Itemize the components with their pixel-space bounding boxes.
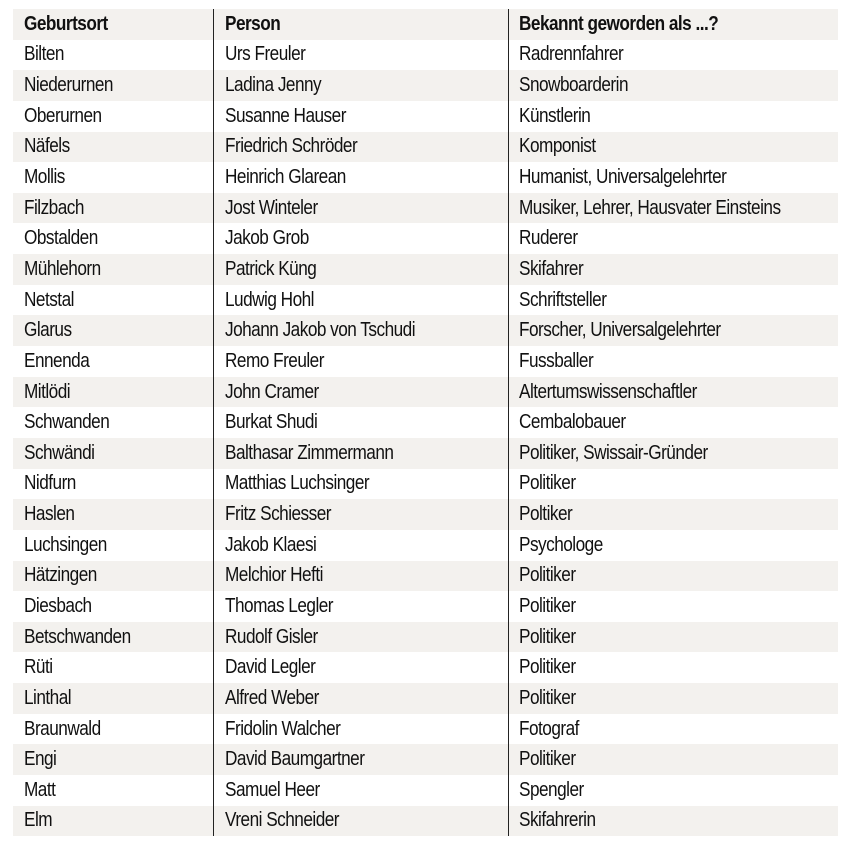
cell-geburtsort [13,652,213,683]
cell-bekannt [508,744,838,775]
cell-bekannt [508,254,838,285]
cell-text: Politiker, Swissair-Gründer [519,441,708,464]
cell-text: Elm [24,809,53,832]
cell-text: Psychologe [519,533,603,556]
cell-text: Ludwig Hohl [225,288,314,311]
cell-bekannt [508,40,838,71]
cell-geburtsort [13,40,213,71]
table-row [13,346,838,377]
cell-text: Patrick Küng [225,257,317,280]
cell-text: Niederurnen [24,74,113,97]
cell-geburtsort [13,683,213,714]
cell-text: Poltiker [519,503,573,526]
cell-bekannt [508,806,838,837]
cell-text: Spengler [519,778,584,801]
table-row [13,714,838,745]
cell-text: Forscher, Universalgelehrter [519,319,721,342]
cell-person [213,806,508,837]
cell-text: Politiker [519,625,576,648]
table-row [13,438,838,469]
cell-bekannt [508,683,838,714]
cell-geburtsort [13,377,213,408]
cell-text: Politiker [519,472,576,495]
cell-text: Schriftsteller [519,288,607,311]
cell-person [213,70,508,101]
cell-text: Johann Jakob von Tschudi [225,319,416,342]
cell-text: Obstalden [24,227,98,250]
cell-geburtsort [13,561,213,592]
cell-text: Mitlödi [24,380,71,403]
table-row [13,285,838,316]
cell-bekannt [508,162,838,193]
cell-bekannt [508,775,838,806]
table-row [13,622,838,653]
header-label: Person [225,12,281,35]
header-geburtsort [13,9,213,40]
cell-text: Susanne Hauser [225,104,346,127]
table-row [13,315,838,346]
cell-person [213,407,508,438]
cell-text: Skifahrerin [519,809,596,832]
cell-person [213,132,508,163]
cell-person [213,377,508,408]
cell-geburtsort [13,622,213,653]
cell-geburtsort [13,775,213,806]
cell-bekannt [508,377,838,408]
table-row [13,806,838,837]
table-row [13,775,838,806]
cell-geburtsort [13,499,213,530]
cell-geburtsort [13,162,213,193]
table-row [13,407,838,438]
cell-text: Urs Freuler [225,43,306,66]
cell-text: Mollis [24,166,65,189]
cell-text: Cembalobauer [519,411,626,434]
cell-bekannt [508,193,838,224]
cell-geburtsort [13,70,213,101]
table-row [13,469,838,500]
cell-text: Politiker [519,686,576,709]
cell-person [213,40,508,71]
header-label: Bekannt geworden als ...? [519,12,719,35]
cell-text: David Legler [225,656,316,679]
cell-text: Matthias Luchsinger [225,472,370,495]
cell-text: Ladina Jenny [225,74,322,97]
cell-text: Mühlehorn [24,257,101,280]
cell-text: Radrennfahrer [519,43,624,66]
cell-text: Matt [24,778,56,801]
cell-geburtsort [13,469,213,500]
cell-bekannt [508,561,838,592]
table-row [13,193,838,224]
cell-bekannt [508,315,838,346]
cell-text: Samuel Heer [225,778,320,801]
cell-text: Braunwald [24,717,101,740]
header-label: Geburtsort [24,12,108,35]
cell-text: Fussballer [519,349,594,372]
cell-person [213,162,508,193]
cell-text: Musiker, Lehrer, Hausvater Einsteins [519,196,781,219]
cell-text: Politiker [519,594,576,617]
cell-bekannt [508,223,838,254]
cell-text: Balthasar Zimmermann [225,441,394,464]
cell-text: Künstlerin [519,104,591,127]
cell-geburtsort [13,254,213,285]
table-body [13,40,838,837]
cell-geburtsort [13,591,213,622]
table-row [13,254,838,285]
cell-person [213,101,508,132]
cell-text: Rüti [24,656,53,679]
cell-bekannt [508,285,838,316]
cell-person [213,775,508,806]
cell-text: Engi [24,748,57,771]
cell-geburtsort [13,806,213,837]
cell-text: Schwanden [24,411,110,434]
cell-bekannt [508,132,838,163]
cell-bekannt [508,407,838,438]
cell-text: Heinrich Glarean [225,166,346,189]
table-row [13,101,838,132]
cell-person [213,346,508,377]
cell-person [213,591,508,622]
cell-text: Filzbach [24,196,84,219]
cell-bekannt [508,714,838,745]
cell-bekannt [508,438,838,469]
cell-bekannt [508,622,838,653]
cell-person [213,499,508,530]
table-row [13,70,838,101]
cell-person [213,561,508,592]
cell-geburtsort [13,315,213,346]
cell-geburtsort [13,744,213,775]
cell-text: Skifahrer [519,257,584,280]
cell-text: Netstal [24,288,74,311]
cell-text: Fritz Schiesser [225,503,331,526]
cell-text: Politiker [519,748,576,771]
birthplace-table [13,9,838,836]
cell-bekannt [508,346,838,377]
cell-geburtsort [13,193,213,224]
cell-text: Politiker [519,564,576,587]
cell-geburtsort [13,530,213,561]
cell-text: Glarus [24,319,72,342]
cell-person [213,438,508,469]
cell-text: Ennenda [24,349,90,372]
cell-person [213,652,508,683]
cell-text: Ruderer [519,227,578,250]
cell-person [213,683,508,714]
cell-text: Luchsingen [24,533,107,556]
table-row [13,561,838,592]
cell-geburtsort [13,285,213,316]
cell-text: Jost Winteler [225,196,318,219]
cell-text: Thomas Legler [225,594,334,617]
cell-bekannt [508,101,838,132]
header-person [213,9,508,40]
table-row [13,377,838,408]
table-row [13,40,838,71]
cell-person [213,714,508,745]
cell-bekannt [508,652,838,683]
cell-text: Haslen [24,503,75,526]
cell-bekannt [508,499,838,530]
cell-text: Schwändi [24,441,95,464]
cell-text: Remo Freuler [225,349,324,372]
cell-person [213,530,508,561]
cell-bekannt [508,591,838,622]
cell-text: Rudolf Gisler [225,625,318,648]
cell-geburtsort [13,346,213,377]
cell-person [213,744,508,775]
cell-text: Fridolin Walcher [225,717,341,740]
cell-text: Bilten [24,43,64,66]
cell-text: Betschwanden [24,625,131,648]
cell-text: Vreni Schneider [225,809,340,832]
table-row [13,162,838,193]
cell-text: Fotograf [519,717,579,740]
header-bekannt [508,9,838,40]
cell-text: John Cramer [225,380,319,403]
cell-geburtsort [13,407,213,438]
table-row [13,223,838,254]
cell-text: Politiker [519,656,576,679]
table-row [13,591,838,622]
cell-text: Hätzingen [24,564,97,587]
cell-bekannt [508,70,838,101]
cell-text: Alfred Weber [225,686,319,709]
table-row [13,652,838,683]
cell-person [213,223,508,254]
table-header-row [13,9,838,40]
cell-geburtsort [13,223,213,254]
cell-text: Burkat Shudi [225,411,318,434]
table-row [13,132,838,163]
cell-person [213,285,508,316]
cell-text: David Baumgartner [225,748,365,771]
cell-text: Oberurnen [24,104,102,127]
table-row [13,530,838,561]
cell-geburtsort [13,714,213,745]
cell-text: Snowboarderin [519,74,628,97]
cell-person [213,469,508,500]
cell-text: Nidfurn [24,472,76,495]
cell-geburtsort [13,132,213,163]
cell-bekannt [508,530,838,561]
table-row [13,744,838,775]
cell-text: Linthal [24,686,72,709]
cell-text: Diesbach [24,594,92,617]
cell-text: Friedrich Schröder [225,135,358,158]
cell-person [213,315,508,346]
cell-geburtsort [13,101,213,132]
cell-text: Jakob Klaesi [225,533,317,556]
cell-text: Melchior Hefti [225,564,323,587]
cell-text: Humanist, Universalgelehrter [519,166,727,189]
cell-geburtsort [13,438,213,469]
cell-text: Altertumswissenschaftler [519,380,697,403]
cell-text: Jakob Grob [225,227,309,250]
cell-bekannt [508,469,838,500]
cell-person [213,254,508,285]
cell-person [213,622,508,653]
table-row [13,683,838,714]
cell-person [213,193,508,224]
table-row [13,499,838,530]
cell-text: Näfels [24,135,70,158]
cell-text: Komponist [519,135,596,158]
